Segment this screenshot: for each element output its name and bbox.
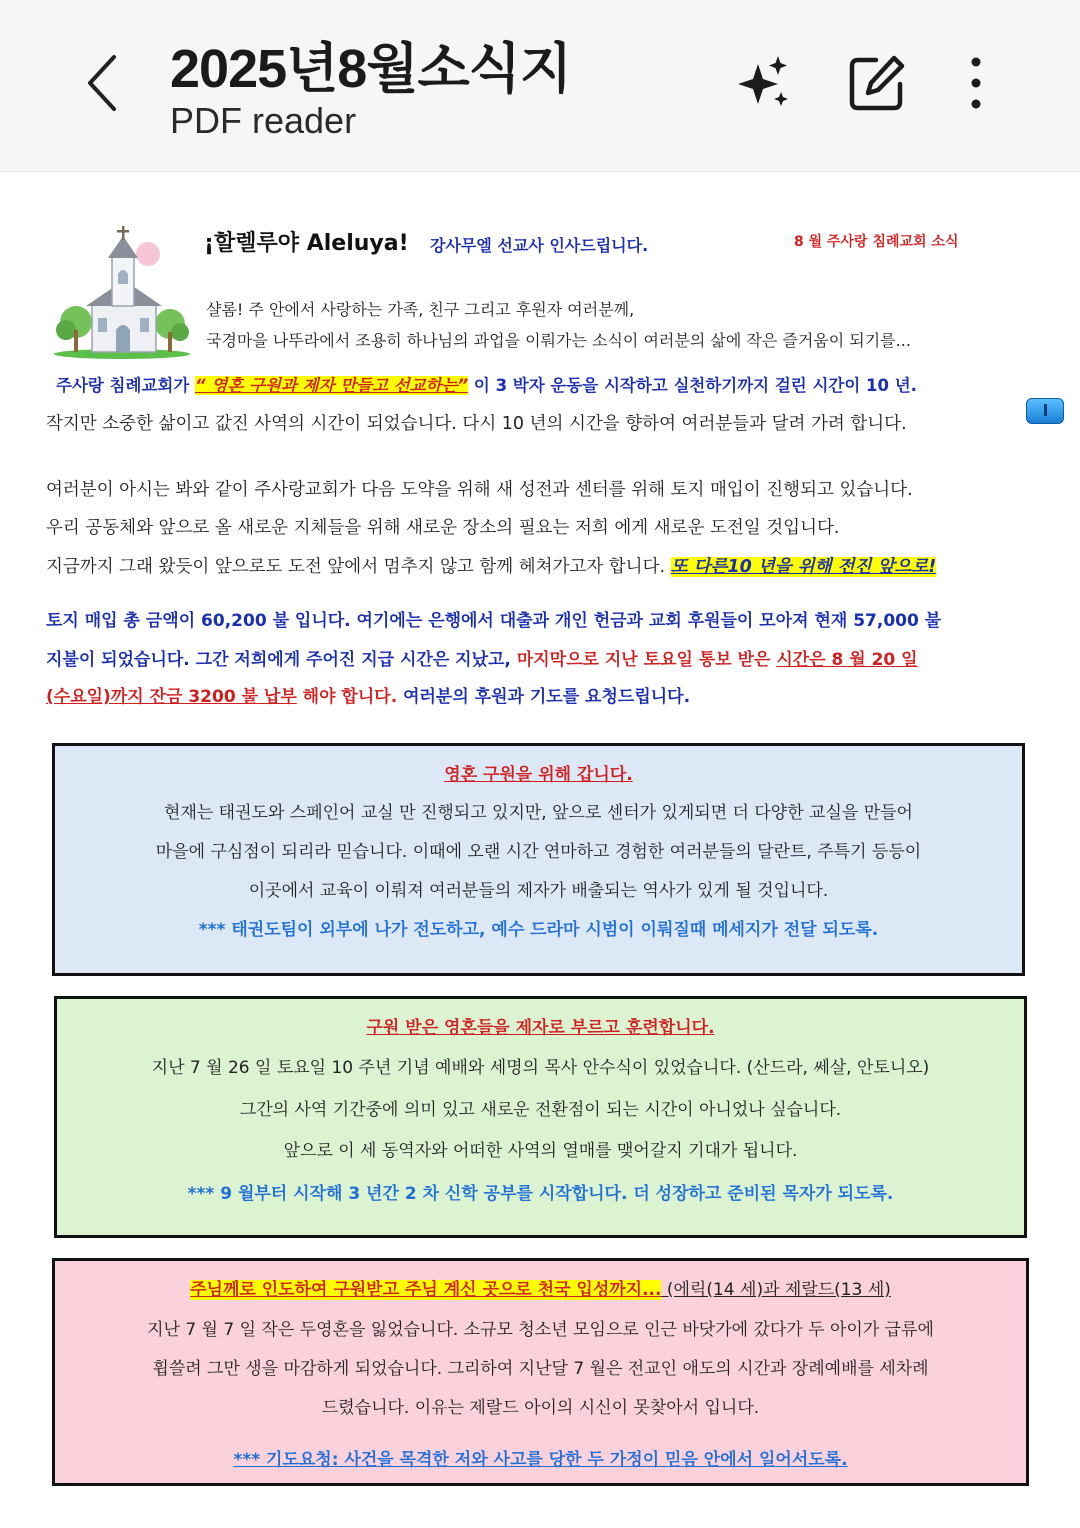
ai-sparkle-icon (734, 52, 794, 112)
para3-line-2a: 지불이 되었습니다. 그간 저희에게 주어진 지급 시간은 지났고, (46, 650, 517, 670)
para2-line-3 (46, 553, 936, 578)
more-vertical-icon (956, 52, 996, 114)
box1-line-3: 이곳에서 교육이 이뤄져 여러분들의 제자가 배출되는 역사가 있게 될 것입니다. (248, 881, 829, 901)
app-bar (0, 0, 1080, 172)
edit-icon (846, 52, 908, 114)
back-button[interactable] (72, 48, 132, 118)
box3-line-3: 드렸습니다. 이유는 제랄드 아이의 시신이 못찾아서 입니다. (321, 1398, 760, 1418)
para1-church: 주사랑 침례교회가 (56, 376, 196, 395)
box3-line-1: 지난 7 월 7 일 작은 두영혼을 잃었습니다. 소규모 청소년 모임으로 인근 바닷가에 갔다가 두 아이가 급류에 (147, 1320, 934, 1340)
discipleship-box (54, 996, 1027, 1238)
box2-note: *** 9 월부터 시작해 3 년간 2 차 신학 공부를 시작합니다. 더 성장하고 준비된 목자가 되도록. (187, 1184, 894, 1204)
box1-note: *** 태권도팀이 외부에 나가 전도하고, 예수 드라마 시범이 이뤄질때 메세지가 전달 되도록. (198, 920, 879, 940)
box3-prayer-request: *** 기도요청: 사건을 목격한 저와 사고를 당한 두 가정이 믿음 안에서 일어서도록. (233, 1450, 848, 1470)
missionary-greeting: 강사무엘 선교사 인사드립니다. (430, 236, 649, 255)
app-subtitle: PDF reader (170, 100, 357, 141)
ai-assist-button[interactable] (734, 52, 794, 112)
para3-line-2 (46, 645, 918, 670)
para2-highlight: 또 다른10 년을 위해 전진 앞으로! (670, 557, 937, 577)
hallelujah-text: ¡할렐루야 Aleluya! (204, 231, 409, 256)
more-options-button[interactable] (956, 52, 996, 114)
para1-rest: 이 3 박자 운동을 시작하고 실천하기까지 걸린 시간이 10 년. (468, 376, 917, 395)
para3-line-3c: 여러분의 후원과 기도를 요청드립니다. (397, 687, 691, 707)
box2-line-1: 지난 7 월 26 일 토요일 10 주년 기념 예배와 세명의 목사 안수식이 있었습니다. (산드라, 쎄살, 안토니오) (151, 1058, 930, 1078)
box3-line-2: 휩쓸려 그만 생을 마감하게 되었습니다. 그리하여 지난달 7 월은 전교인 애도의 시간과 장례예배를 세차례 (152, 1359, 929, 1379)
para1-line-1 (56, 372, 917, 396)
church-illustration (52, 226, 192, 360)
para3-line-1: 토지 매입 총 금액이 60,200 불 입니다. 여기에는 은행에서 대출과 개인 헌금과 교회 후원들이 모아져 현재 57,000 불 (46, 611, 942, 631)
box3-heading: 주님께로 인도하여 구원받고 주님 계신 곳으로 천국 입성까지... (190, 1280, 662, 1300)
box1-heading: 영혼 구원을 위해 갑니다. (444, 765, 633, 785)
monthly-news-label: 8 월 주사랑 침례교회 소식 (794, 234, 959, 250)
para1-motto: “ 영혼 구원과 제자 만들고 선교하는” (195, 376, 469, 395)
box1-line-1: 현재는 태권도와 스페인어 교실 만 진행되고 있지만, 앞으로 센터가 있게되면 더 다양한 교실을 만들어 (164, 803, 913, 823)
hallelujah-heading (204, 226, 409, 257)
box1-line-2: 마을에 구심점이 되리라 믿습니다. 이때에 오랜 시간 연마하고 경험한 여러분들의 달란트, 주특기 등등이 (155, 842, 922, 862)
para3-line-2b: 마지막으로 지난 토요일 통보 받은 (516, 650, 777, 670)
para3-line-3a: (수요일)까지 잔금 3200 불 납부 (46, 687, 297, 707)
box3-heading-tail: (에릭(14 세)과 제랄드(13 세) (661, 1280, 891, 1300)
para2-line-1: 여러분이 아시는 봐와 같이 주사랑교회가 다음 도약을 위해 새 성전과 센터를 위해 토지 매입이 진행되고 있습니다. (46, 480, 913, 500)
edit-button[interactable] (846, 52, 908, 114)
para3-line-2c: 시간은 8 월 20 일 (776, 650, 918, 670)
intro-line-2: 국경마을 나뚜라에서 조용히 하나님의 과업을 이뤄가는 소식이 여러분의 삶에 작은 즐거움이 되기를... (206, 331, 911, 350)
box2-line-3: 앞으로 이 세 동역자와 어떠한 사역의 열매를 맺어갈지 기대가 됩니다. (283, 1141, 798, 1161)
para1-line-2: 작지만 소중한 삶이고 값진 사역의 시간이 되었습니다. 다시 10 년의 시간을 향하여 여러분들과 달려 가려 합니다. (46, 414, 907, 434)
document-title: 2025년8월소식지 (170, 39, 571, 99)
para2-line-3-text: 지금까지 그래 왔듯이 앞으로도 도전 앞에서 멈추지 않고 함께 헤쳐가고자 합니다. (46, 557, 671, 577)
soul-salvation-box (52, 743, 1025, 976)
intro-line-1: 샬롬! 주 안에서 사랑하는 가족, 친구 그리고 후원자 여러분께, (206, 300, 635, 319)
box3-heading-row (55, 1275, 1026, 1300)
memorial-box (52, 1258, 1029, 1486)
para2-line-2: 우리 공동체와 앞으로 올 새로운 지체들을 위해 새로운 장소의 필요는 저희 에게 새로운 도전일 것입니다. (46, 518, 840, 538)
bookmark-tab[interactable] (1026, 398, 1064, 424)
box2-heading: 구원 받은 영혼들을 제자로 부르고 훈련합니다. (366, 1018, 715, 1038)
box2-line-2: 그간의 사역 기간중에 의미 있고 새로운 전환점이 되는 시간이 아니었나 싶습니다. (239, 1100, 842, 1120)
para3-line-3b: 해야 합니다. (296, 687, 398, 707)
para3-line-3 (46, 682, 690, 707)
back-arrow-icon (82, 53, 122, 113)
